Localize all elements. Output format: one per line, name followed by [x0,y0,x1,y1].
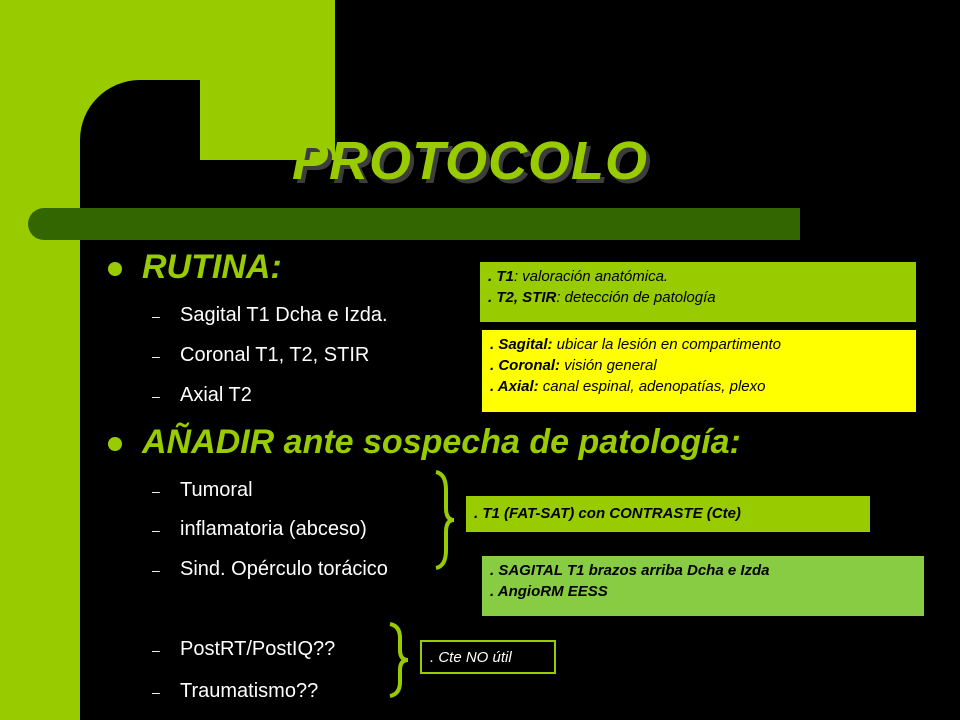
list-item: – Sind. Opérculo torácico [152,558,388,581]
list-item: – PostRT/PostIQ?? [152,638,336,661]
dash-marker: – [152,683,160,700]
list-item: – inflamatoria (abceso) [152,518,367,541]
dash-marker: – [152,307,160,324]
note-line: . Sagital: ubicar la lesión en compartimento [490,336,781,353]
section-heading-anadir: AÑADIR ante sospecha de patología: [142,423,741,461]
list-item: – Sagital T1 Dcha e Izda. [152,304,388,327]
note-contrast: . T1 (FAT-SAT) con CONTRASTE (Cte) [466,496,870,532]
note-planes [482,330,916,412]
decor-rounded-corner [80,80,200,200]
bullet-dot [108,262,122,276]
note-no-contrast: . Cte NO útil [420,640,556,674]
dash-marker: – [152,387,160,404]
note-line: . T2, STIR: detección de patología [488,289,716,306]
list-item: – Coronal T1, T2, STIR [152,344,370,367]
section-heading-rutina: RUTINA: [142,248,282,286]
dash-marker: – [152,561,160,578]
list-item: – Tumoral [152,479,253,502]
title-underline-bar [28,208,800,240]
dash-marker: – [152,347,160,364]
note-thoracic-outlet: . SAGITAL T1 brazos arriba Dcha e Izda . AngioRM EESS [482,556,924,616]
dash-marker: – [152,641,160,658]
bullet-dot [108,437,122,451]
dash-marker: – [152,482,160,499]
brace-icon [386,622,410,698]
brace-icon [432,470,456,570]
list-item: – Traumatismo?? [152,680,319,703]
note-line: . Coronal: visión general [490,357,657,374]
dash-marker: – [152,521,160,538]
list-item: – Axial T2 [152,384,252,407]
note-weighting [480,262,916,322]
page-title: PROTOCOLO [292,131,649,191]
note-line: . Axial: canal espinal, adenopatías, plexo [490,378,766,395]
note-line: . T1: valoración anatómica. [488,268,669,285]
